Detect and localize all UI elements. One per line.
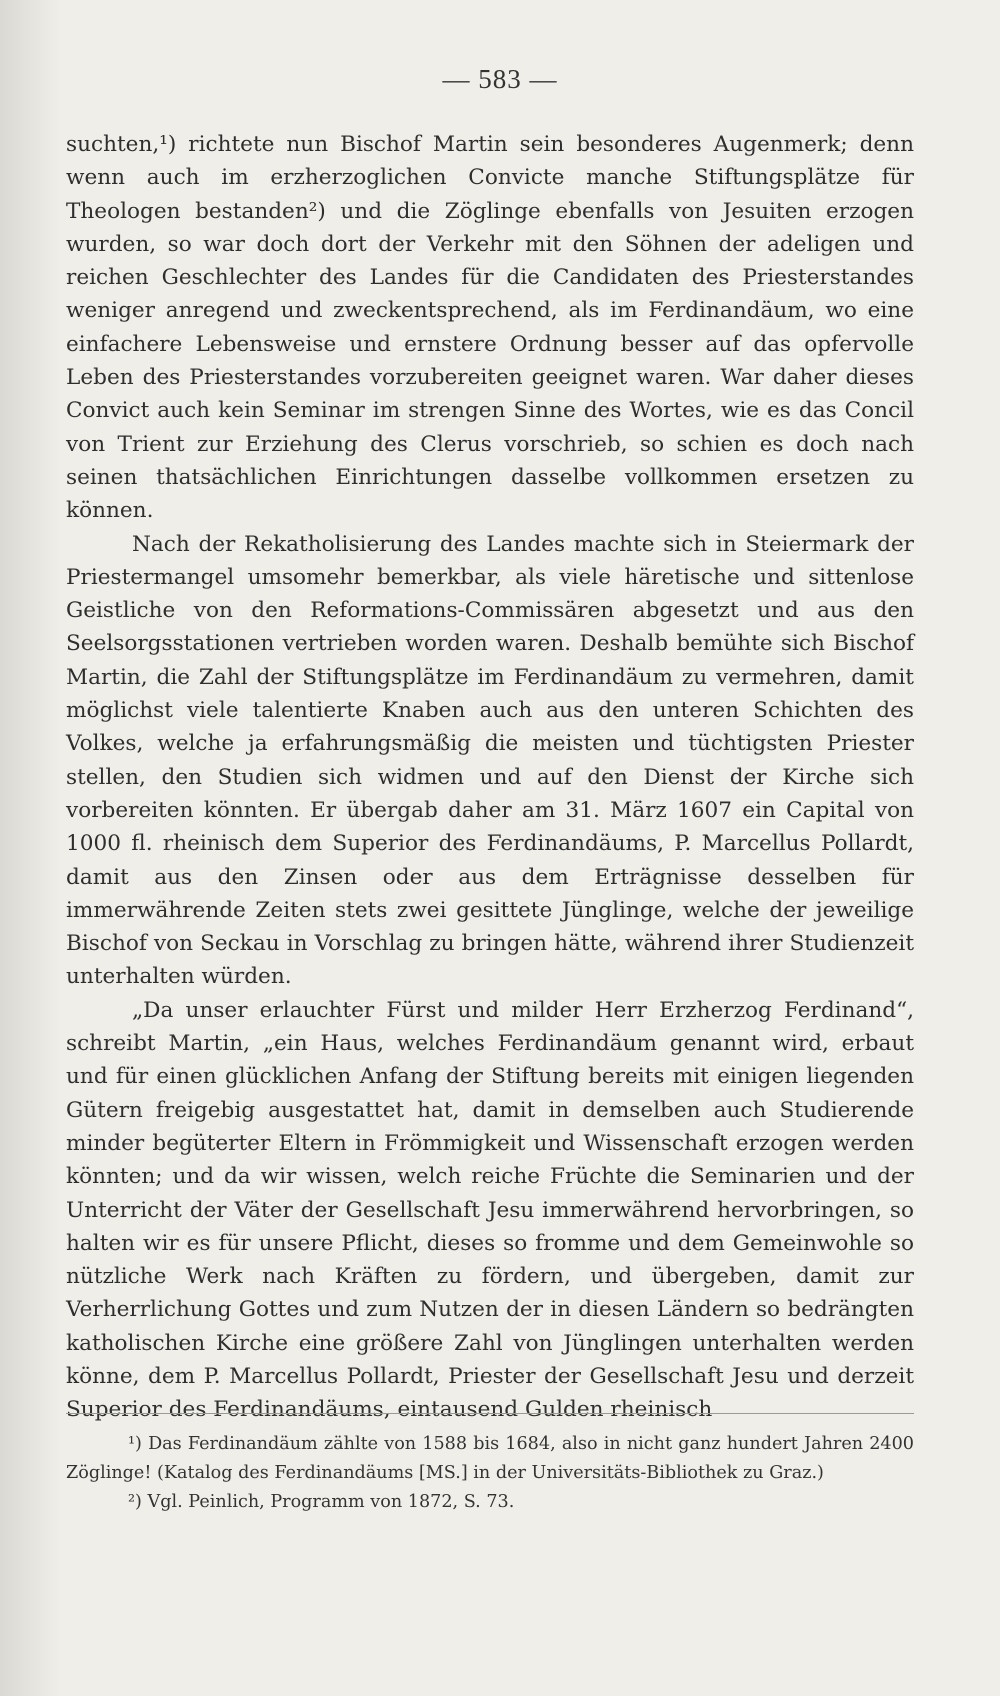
footnote-2: ²) Vgl. Peinlich, Programm von 1872, S. 73. xyxy=(128,1492,515,1512)
paragraph-3: „Da unser erlauchter Fürst und milder Herr Erzherzog Ferdinand“, schreibt Martin, „ein Haus, welches Ferdinandäum genannt wird, erbaut und für einen glücklichen Anfang der Stiftung bereits mit einigen liegenden Gütern freigebig ausgestattet hat, damit in demselben auch Studierende minder begüterter Eltern in Frömmigkeit und Wissenschaft erzogen werden könnten; und da wir wissen, welch reiche Früchte die Seminarien und der Unterricht der Väter der Gesellschaft Jesu immerwährend hervorbringen, so halten wir es für unsere Pflicht, dieses so fromme und dem Gemeinwohle so nützliche Werk nach Kräften zu fördern, und übergeben, damit zur Verherrlichung Gottes und zum Nutzen der in diesen Ländern so bedrängten katholischen Kirche eine größere Zahl von Jünglingen unterhalten werden könne, dem P. Marcellus Pollardt, Priester der Gesellschaft Jesu und derzeit Superior des Ferdinandäums, eintausend Gulden rheinisch xyxy=(66,997,914,1423)
paragraph-1: suchten,¹) richtete nun Bischof Martin sein besonderes Augenmerk; denn wenn auch im erzherzoglichen Convicte manche Stiftungsplätze für Theologen bestanden²) und die Zöglinge ebenfalls von Jesuiten erzogen wurden, so war doch dort der Verkehr mit den Söhnen der adeligen und reichen Geschlechter des Landes für die Candidaten des Priesterstandes weniger anregend und zweckentsprechend, als im Ferdinandäum, wo eine einfachere Lebensweise und ernstere Ordnung besser auf das opfervolle Leben des Priesterstandes vorzubereiten geeignet waren. War daher dieses Convict auch kein Seminar im strengen Sinne des Wortes, wie es das Concil von Trient zur Erziehung des Clerus vorschrieb, so schien es doch nach seinen thatsächlichen Einrichtungen dasselbe vollkommen ersetzen zu können. xyxy=(66,132,914,524)
paragraph-2: Nach der Rekatholisierung des Landes machte sich in Steiermark der Priestermangel umsomehr bemerkbar, als viele häretische und sittenlose Geistliche von den Reformations-Commissären abgesetzt und aus den Seelsorgsstationen vertrieben worden waren. Deshalb bemühte sich Bischof Martin, die Zahl der Stiftungsplätze im Ferdinandäum zu vermehren, damit möglichst viele talentierte Knaben auch aus den unteren Schichten des Volkes, welche ja erfahrungsmäßig die meisten und tüchtigsten Priester stellen, den Studien sich widmen und auf den Dienst der Kirche sich vorbereiten könnten. Er übergab daher am 31. März 1607 ein Capital von 1000 fl. rheinisch dem Superior des Ferdinandäums, P. Marcellus Pollardt, damit aus den Zinsen oder aus dem Erträgnisse desselben für immerwährende Zeiten stets zwei gesittete Jünglinge, welche der jeweilige Bischof von Seckau in Vorschlag zu bringen hätte, während ihrer Studienzeit unterhalten würden. xyxy=(66,531,914,990)
footnote-divider xyxy=(66,1413,914,1414)
page-number: — 583 — xyxy=(442,64,558,94)
page-edge-shadow xyxy=(0,0,60,1696)
main-text xyxy=(66,128,914,1427)
footnotes xyxy=(66,1430,914,1517)
footnote-1: ¹) Das Ferdinandäum zählte von 1588 bis 1684, also in nicht ganz hundert Jahren 2400 Zöglinge! (Katalog des Ferdinandäums [MS.] in der Universitäts-Bibliothek zu Graz.) xyxy=(66,1434,914,1483)
